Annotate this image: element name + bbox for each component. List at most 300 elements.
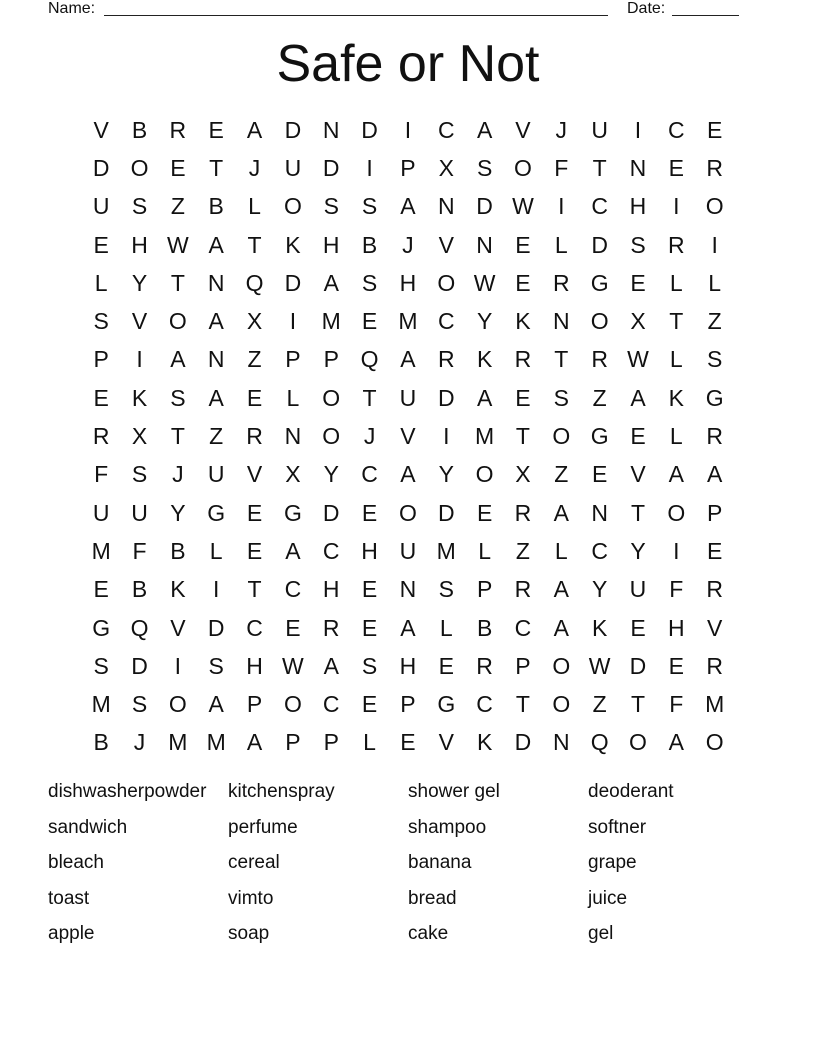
word-list [48,777,768,955]
grid-letter: R [246,423,263,450]
grid-letter: S [361,269,378,296]
grid-letter: I [634,116,642,143]
grid-letter: I [404,116,412,143]
grid-letter: Y [591,576,608,603]
grid-letter: R [169,116,187,143]
grid-letter: E [361,576,378,603]
grid-letter: P [400,691,416,718]
grid-letter: T [592,154,607,181]
grid-letter: W [167,231,189,258]
grid-letter: S [93,308,109,335]
grid-letter: D [284,269,302,296]
grid-letter: D [514,729,532,756]
grid-letter: T [247,576,262,603]
grid-letter: S [707,346,723,373]
grid-letter: B [131,576,148,603]
grid-letter: I [711,231,718,258]
grid-letter: E [361,499,378,526]
grid-letter: J [555,116,568,143]
grid-letter: L [669,346,683,373]
grid-letter: I [558,193,565,220]
grid-letter: N [399,576,417,603]
word-list-item: perfume [228,816,298,838]
grid-letter: K [476,346,493,373]
word-list-item: gel [588,923,614,945]
grid-letter: G [207,499,226,526]
grid-letter: N [591,499,608,526]
grid-letter: D [322,154,340,181]
grid-letter: I [366,154,373,181]
grid-letter: E [93,576,109,603]
word-list-item: deoderant [588,781,674,802]
grid-letter: D [361,116,378,143]
grid-letter: O [398,499,417,526]
grid-letter: C [591,193,608,220]
grid-letter: Z [592,691,607,718]
grid-letter: W [512,193,534,220]
grid-letter: M [398,308,418,335]
grid-letter: A [668,461,684,488]
grid-letter: K [170,576,186,603]
grid-letter: R [552,269,570,296]
grid-letter: R [706,154,723,181]
grid-letter: K [668,384,684,411]
grid-letter: K [285,231,301,258]
grid-letter: K [476,729,493,756]
grid-letter: F [132,537,147,564]
grid-letter: A [246,116,263,143]
grid-letter: S [630,231,646,258]
grid-letter: S [361,193,378,220]
grid-letter: A [208,691,224,718]
grid-letter: V [630,461,646,488]
word-list-item: grape [588,852,637,874]
grid-letter: L [478,537,491,564]
grid-letter: R [706,576,723,603]
grid-letter: E [515,384,531,411]
grid-letter: P [285,729,301,756]
grid-letter: O [283,691,302,718]
word-list-item: apple [48,923,95,945]
grid-letter: E [361,614,378,641]
grid-letter: X [246,308,263,335]
grid-letter: A [208,384,224,411]
grid-letter: O [130,154,149,181]
grid-letter: M [705,691,725,718]
letter-grid [82,111,734,762]
word-list-item: softner [588,816,647,838]
grid-letter: N [552,308,570,335]
grid-letter: P [515,652,531,679]
grid-letter: Y [630,537,646,564]
grid-letter: R [437,346,455,373]
grid-letter: S [361,652,378,679]
grid-letter: M [168,729,188,756]
grid-letter: A [170,346,186,373]
grid-letter: O [629,729,647,756]
grid-letter: L [94,269,108,296]
grid-letter: S [170,384,186,411]
grid-letter: E [630,614,646,641]
name-blank-line [104,15,608,16]
grid-letter: E [707,537,723,564]
grid-letter: L [708,269,722,296]
grid-letter: C [437,116,455,143]
grid-letter: C [322,537,340,564]
grid-letter: U [399,384,417,411]
grid-letter: T [170,423,185,450]
grid-letter: T [554,346,569,373]
word-list-item: toast [48,887,90,909]
grid-letter: G [590,423,609,450]
grid-letter: V [438,729,454,756]
grid-letter: O [322,384,341,411]
grid-letter: S [131,461,148,488]
grid-letter: A [400,193,416,220]
grid-letter: U [591,116,608,143]
grid-letter: O [552,691,571,718]
grid-letter: E [591,461,608,488]
grid-letter: S [553,384,569,411]
grid-letter: D [92,154,110,181]
grid-letter: S [323,193,339,220]
grid-letter: A [400,461,416,488]
grid-letter: Y [438,461,454,488]
date-label: Date: [627,0,666,17]
grid-letter: G [437,691,456,718]
grid-letter: W [588,652,611,679]
grid-letter: A [285,537,301,564]
grid-letter: O [168,308,187,335]
word-list-item: soap [228,923,270,945]
grid-letter: E [400,729,416,756]
grid-letter: C [246,614,263,641]
grid-letter: I [174,652,182,679]
grid-letter: E [246,537,263,564]
grid-letter: R [706,652,723,679]
grid-letter: R [92,423,110,450]
grid-letter: O [475,461,494,488]
grid-letter: Q [245,269,264,296]
grid-letter: A [630,384,646,411]
grid-letter: M [475,423,495,450]
grid-letter: M [436,537,456,564]
grid-letter: J [402,231,414,258]
grid-letter: C [437,308,455,335]
grid-letter: H [399,652,417,679]
grid-letter: L [363,729,376,756]
grid-letter: Z [515,537,530,564]
grid-letter: G [283,499,302,526]
grid-letter: E [630,423,646,450]
grid-letter: A [400,346,416,373]
grid-letter: O [705,193,724,220]
grid-letter: C [668,116,685,143]
grid-letter: D [476,193,493,220]
grid-letter: H [246,652,263,679]
grid-letter: X [515,461,531,488]
grid-letter: V [438,231,454,258]
grid-letter: O [168,691,187,718]
grid-letter: P [323,346,339,373]
grid-letter: L [209,537,223,564]
grid-letter: E [93,231,109,258]
word-list-item: juice [588,887,628,909]
grid-letter: H [399,269,417,296]
grid-letter: O [667,499,686,526]
grid-letter: P [246,691,263,718]
word-list-item: kitchenspray [228,781,335,802]
grid-letter: V [515,116,531,143]
grid-letter: N [322,116,340,143]
grid-letter: A [668,729,684,756]
grid-letter: E [668,154,684,181]
page-title: Safe or Not [276,35,540,93]
grid-letter: T [170,269,185,296]
grid-letter: A [476,116,493,143]
grid-letter: T [630,691,646,718]
grid-letter: K [591,614,608,641]
grid-letter: L [669,269,683,296]
grid-letter: I [136,346,143,373]
grid-letter: F [669,691,684,718]
grid-letter: D [437,384,455,411]
grid-letter: U [92,193,110,220]
grid-letter: O [322,423,341,450]
grid-letter: H [322,231,340,258]
grid-letter: P [323,729,339,756]
grid-letter: H [668,614,685,641]
name-label: Name: [48,0,96,17]
grid-letter: M [206,729,226,756]
grid-letter: P [93,346,109,373]
grid-letter: L [439,614,453,641]
grid-letter: I [673,537,680,564]
grid-letter: E [630,269,646,296]
grid-letter: D [131,652,148,679]
grid-letter: K [515,308,531,335]
grid-letter: O [514,154,532,181]
grid-letter: D [629,652,647,679]
word-list-item: shampoo [408,816,487,838]
grid-letter: N [476,231,493,258]
grid-letter: T [669,308,684,335]
grid-letter: V [93,116,109,143]
grid-letter: O [283,193,302,220]
grid-letter: B [170,537,186,564]
grid-letter: H [322,576,340,603]
word-list-item: cereal [228,852,280,874]
grid-letter: N [629,154,647,181]
grid-letter: R [514,576,532,603]
grid-letter: C [284,576,302,603]
grid-letter: A [323,269,339,296]
name-date-header [48,0,748,20]
grid-letter: J [248,154,261,181]
grid-letter: S [476,154,493,181]
word-list-item: sandwich [48,816,128,838]
grid-letter: A [208,231,224,258]
grid-letter: X [285,461,301,488]
grid-letter: Q [360,346,379,373]
grid-letter: V [707,614,723,641]
grid-letter: E [515,269,531,296]
word-list-item: shower gel [408,781,500,802]
grid-letter: P [400,154,416,181]
grid-letter: C [476,691,493,718]
grid-letter: V [246,461,263,488]
grid-letter: R [668,231,685,258]
grid-letter: B [93,729,109,756]
grid-letter: X [438,154,454,181]
grid-letter: L [554,537,568,564]
grid-letter: W [282,652,304,679]
grid-letter: C [361,461,378,488]
grid-letter: U [92,499,110,526]
grid-letter: O [590,308,609,335]
grid-letter: M [321,308,341,335]
word-list-item: bread [408,887,457,909]
grid-letter: A [707,461,723,488]
grid-letter: Z [707,308,722,335]
grid-letter: U [284,154,302,181]
grid-letter: N [284,423,302,450]
grid-letter: C [322,691,340,718]
grid-letter: U [207,461,225,488]
grid-letter: T [247,231,262,258]
grid-letter: S [131,691,148,718]
grid-letter: U [629,576,647,603]
grid-letter: H [629,193,647,220]
grid-letter: C [591,537,608,564]
date-blank-line [672,15,739,16]
grid-letter: E [361,691,378,718]
grid-letter: J [133,729,146,756]
grid-letter: T [362,384,377,411]
grid-letter: A [208,308,224,335]
grid-letter: H [131,231,148,258]
grid-letter: K [131,384,148,411]
grid-letter: C [514,614,532,641]
grid-letter: V [400,423,416,450]
grid-letter: U [399,537,417,564]
grid-letter: P [285,346,301,373]
grid-letter: D [437,499,455,526]
grid-letter: P [476,576,493,603]
grid-letter: D [322,499,340,526]
grid-letter: N [552,729,570,756]
grid-letter: Z [247,346,262,373]
grid-letter: A [400,614,416,641]
grid-letter: N [437,193,455,220]
grid-letter: Z [170,193,185,220]
grid-letter: Q [130,614,149,641]
grid-letter: E [285,614,301,641]
word-list-item: dishwasherpowder [48,781,207,802]
grid-letter: N [207,346,225,373]
grid-letter: E [208,116,224,143]
grid-letter: E [170,154,186,181]
grid-letter: G [92,614,111,641]
grid-letter: E [361,308,378,335]
grid-letter: T [630,499,646,526]
grid-letter: I [443,423,450,450]
grid-letter: A [476,384,493,411]
grid-letter: R [476,652,493,679]
grid-letter: M [91,537,111,564]
grid-letter: G [705,384,724,411]
grid-letter: J [363,423,376,450]
grid-letter: B [208,193,224,220]
grid-letter: X [630,308,646,335]
grid-letter: B [476,614,493,641]
word-list-item: bleach [48,852,104,874]
grid-letter: A [553,614,569,641]
grid-letter: F [94,461,109,488]
grid-letter: D [284,116,302,143]
grid-letter: R [706,423,723,450]
grid-letter: Y [476,308,493,335]
grid-letter: R [591,346,608,373]
grid-letter: Q [590,729,609,756]
grid-letter: O [437,269,456,296]
grid-letter: R [322,614,340,641]
grid-letter: L [248,193,261,220]
grid-letter: E [438,652,454,679]
word-list-item: vimto [228,887,274,909]
grid-letter: O [705,729,724,756]
grid-letter: F [669,576,684,603]
grid-letter: F [554,154,569,181]
grid-letter: A [553,576,569,603]
grid-letter: E [668,652,684,679]
grid-letter: T [515,691,530,718]
grid-letter: X [131,423,148,450]
grid-letter: G [590,269,609,296]
grid-letter: B [131,116,148,143]
grid-letter: S [438,576,454,603]
grid-letter: S [208,652,224,679]
grid-letter: W [473,269,496,296]
grid-letter: P [707,499,723,526]
grid-letter: B [361,231,378,258]
grid-letter: I [213,576,220,603]
grid-letter: Z [554,461,569,488]
grid-letter: E [246,499,263,526]
word-list-item: cake [408,923,449,945]
grid-letter: U [131,499,148,526]
grid-letter: S [131,193,148,220]
grid-letter: E [515,231,531,258]
grid-letter: E [246,384,263,411]
grid-letter: I [289,308,297,335]
grid-letter: Z [209,423,224,450]
grid-letter: R [514,499,532,526]
grid-letter: Y [131,269,148,296]
grid-letter: D [591,231,608,258]
grid-letter: L [669,423,683,450]
grid-letter: E [93,384,109,411]
grid-letter: J [172,461,184,488]
grid-letter: H [361,537,378,564]
grid-letter: E [707,116,723,143]
grid-letter: O [552,652,571,679]
grid-letter: L [286,384,300,411]
grid-letter: T [515,423,530,450]
grid-letter: A [323,652,339,679]
word-list-item: banana [408,852,472,874]
grid-letter: E [476,499,493,526]
